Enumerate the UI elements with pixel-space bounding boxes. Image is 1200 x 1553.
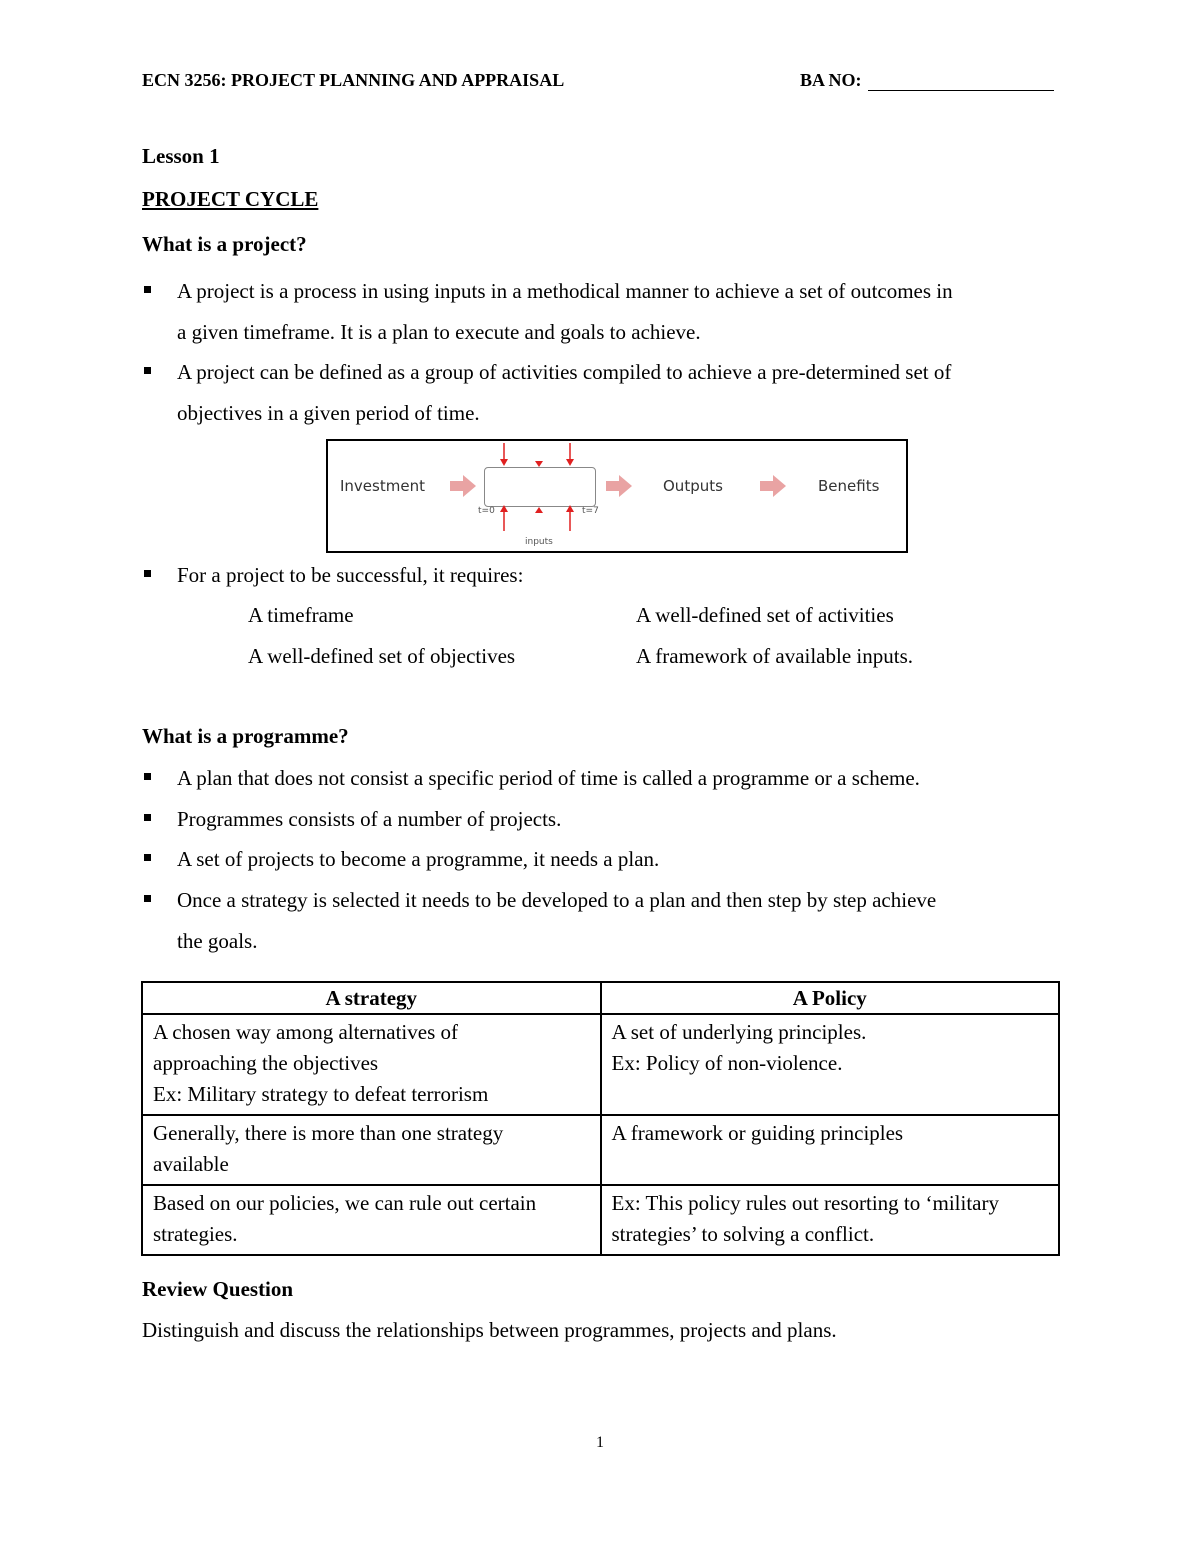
bullet-line: A plan that does not consist a specific period of time is called a programme or a scheme. (177, 766, 920, 790)
bullet-line: A set of projects to become a programme, it needs a plan. (177, 847, 660, 871)
diagram-investment-label: Investment (340, 477, 425, 495)
project-bullet-2 (142, 352, 1062, 434)
cell-line: strategies. (153, 1222, 238, 1246)
bullet-marker (144, 854, 151, 861)
cell-line: Ex: This policy rules out resorting to ‘military (611, 1191, 999, 1215)
bullet-line: A project can be defined as a group of activities compiled to achieve a pre-determined set of (177, 360, 952, 384)
programme-question: What is a programme? (142, 724, 349, 748)
course-title: ECN 3256: PROJECT PLANNING AND APPRAISAL (142, 70, 565, 90)
review-text: Distinguish and discuss the relationships between programmes, projects and plans. (142, 1318, 837, 1342)
cell-line: strategies’ to solving a conflict. (611, 1222, 875, 1246)
bullet-line: Once a strategy is selected it needs to be developed to a plan and then step by step achieve (177, 888, 937, 912)
table-cell (601, 1115, 1060, 1185)
project-cycle-diagram (326, 439, 908, 553)
requirement-item: A well-defined set of objectives (248, 644, 516, 668)
cell-line: A framework or guiding principles (611, 1121, 904, 1145)
programme-bullet-2 (142, 799, 1062, 840)
bullet-marker (144, 570, 151, 577)
table-cell (601, 1185, 1060, 1255)
programme-bullet-3 (142, 839, 1062, 880)
bullet-marker (144, 814, 151, 821)
project-bullet-1 (142, 271, 1062, 353)
requirement-item: A framework of available inputs. (636, 644, 913, 668)
bullet-line: the goals. (177, 929, 258, 953)
programme-bullet-1 (142, 758, 1062, 799)
cell-line: A set of underlying principles. (611, 1020, 867, 1044)
bullet-line: Programmes consists of a number of projects. (177, 807, 562, 831)
table-cell (142, 1014, 601, 1115)
table-cell (601, 1014, 1060, 1115)
ba-number-field (800, 70, 1054, 91)
bullet-marker (144, 773, 151, 780)
strategy-policy-table (141, 981, 1060, 1256)
table-row (142, 1014, 1059, 1115)
table-header-row (142, 982, 1059, 1014)
requirement-item: A well-defined set of activities (636, 603, 894, 627)
cell-line: approaching the objectives (153, 1051, 379, 1075)
cell-line: Ex: Military strategy to defeat terrorism (153, 1082, 489, 1106)
arrow-right-icon (760, 475, 786, 497)
ba-label: BA NO: (800, 70, 862, 90)
diagram-process-box (484, 467, 596, 507)
arrow-right-icon (606, 475, 632, 497)
page-number: 1 (596, 1434, 604, 1451)
bullet-line: objectives in a given period of time. (177, 401, 480, 425)
bullet-marker (144, 895, 151, 902)
diagram-benefits-label: Benefits (818, 477, 880, 495)
input-arrows-bottom-icon (484, 505, 596, 531)
bullet-line: For a project to be successful, it requires: (177, 563, 524, 587)
programme-bullet-4 (142, 880, 1062, 962)
bullet-marker (144, 286, 151, 293)
table-header-policy: A Policy (601, 982, 1060, 1014)
bullet-marker (144, 367, 151, 374)
project-question: What is a project? (142, 232, 307, 256)
cell-line: available (153, 1152, 229, 1176)
table-cell (142, 1115, 601, 1185)
section-title: PROJECT CYCLE (142, 187, 319, 211)
diagram-t0-label: t=0 (478, 506, 495, 516)
diagram-t7-label: t=7 (582, 506, 599, 516)
cell-line: Generally, there is more than one strategy (153, 1121, 504, 1145)
page-header (142, 70, 1060, 96)
bullet-line: a given timeframe. It is a plan to execute and goals to achieve. (177, 320, 701, 344)
project-bullet-3 (142, 555, 1062, 596)
cell-line: Ex: Policy of non-violence. (611, 1051, 843, 1075)
requirement-item: A timeframe (248, 603, 354, 627)
table-header-strategy: A strategy (142, 982, 601, 1014)
diagram-inputs-label: inputs (525, 537, 553, 547)
cell-line: Based on our policies, we can rule out certain (153, 1191, 537, 1215)
review-title: Review Question (142, 1277, 294, 1301)
lesson-title: Lesson 1 (142, 144, 220, 168)
table-cell (142, 1185, 601, 1255)
table-row (142, 1185, 1059, 1255)
cell-line: A chosen way among alternatives of (153, 1020, 458, 1044)
table-row (142, 1115, 1059, 1185)
diagram-outputs-label: Outputs (663, 477, 723, 495)
arrow-right-icon (450, 475, 476, 497)
input-arrows-top-icon (484, 443, 596, 467)
ba-blank-line (868, 74, 1054, 91)
bullet-line: A project is a process in using inputs in a methodical manner to achieve a set of outcomes in (177, 279, 953, 303)
